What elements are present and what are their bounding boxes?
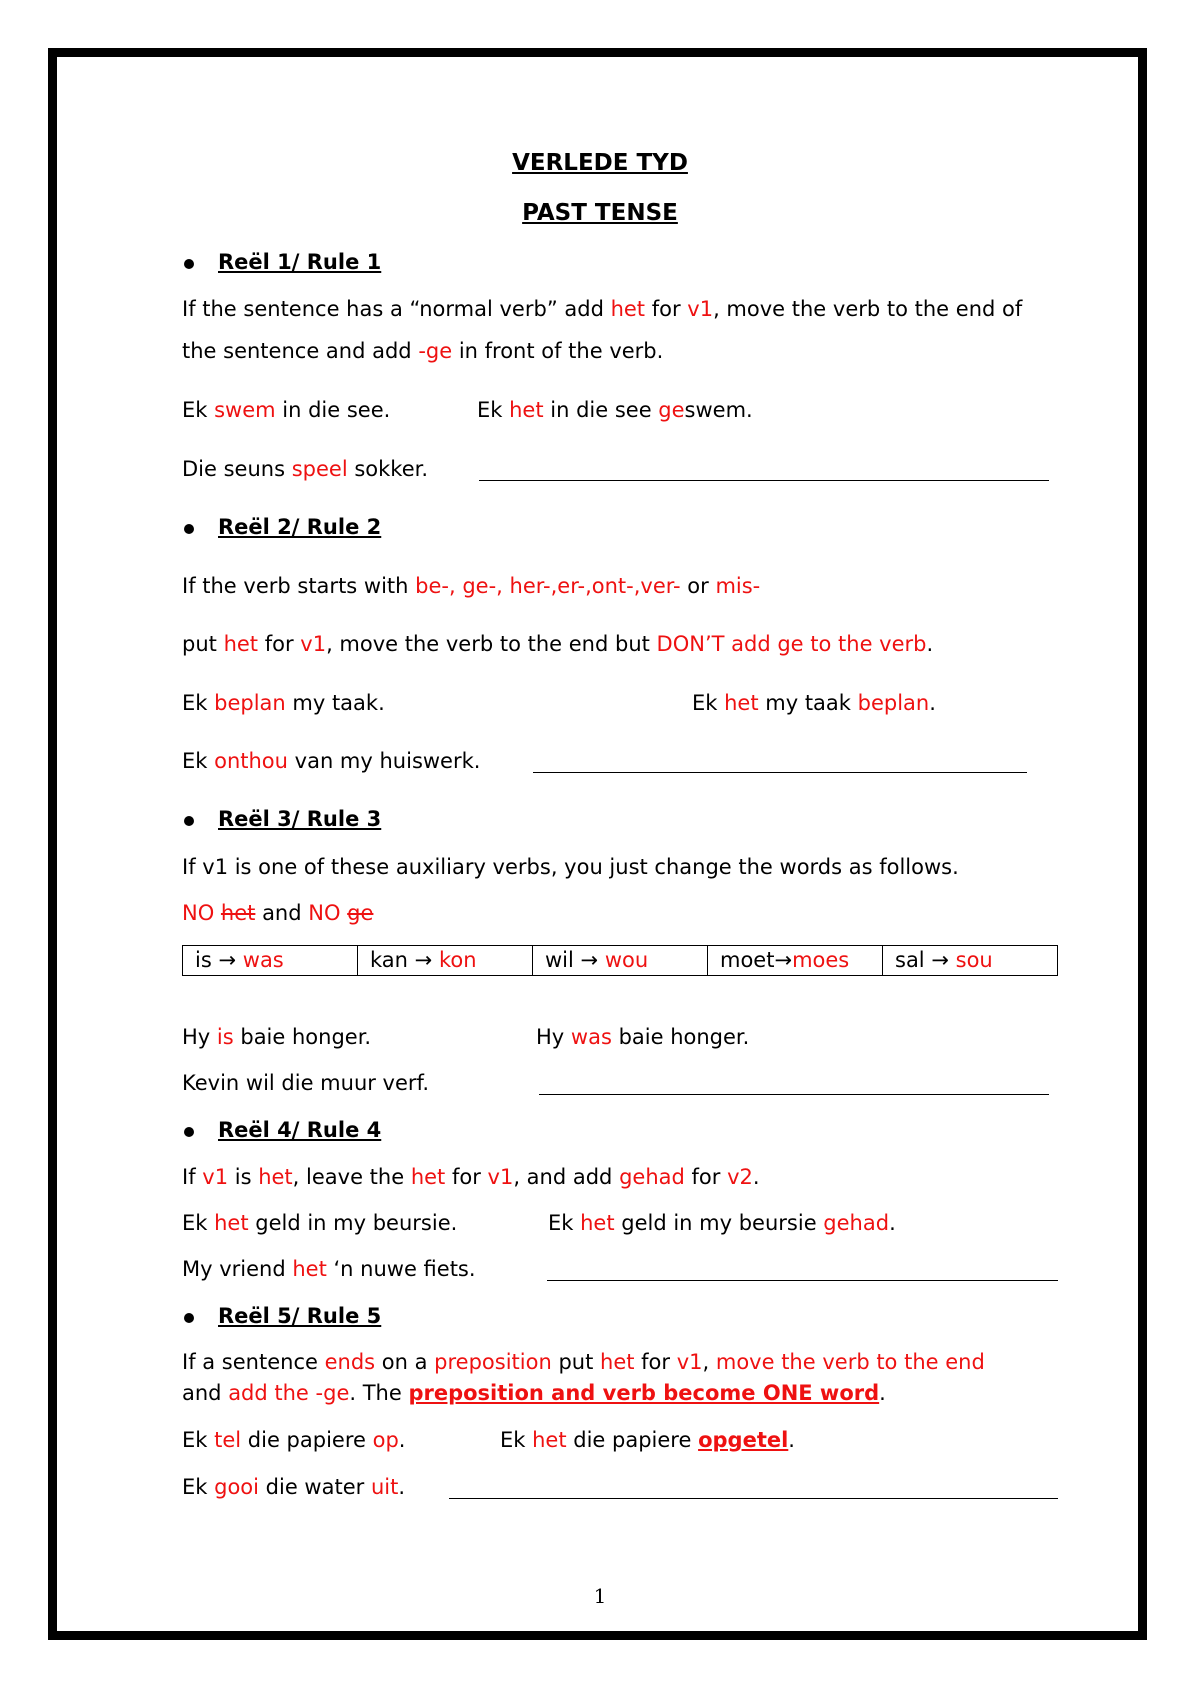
arrow-right-icon: → <box>414 948 433 972</box>
table-cell: moet→moes <box>708 946 883 976</box>
rule-3-description-line-1: If v1 is one of these auxiliary verbs, you just change the words as follows. <box>182 855 959 879</box>
arrow-right-icon: → <box>218 948 237 972</box>
table-cell: is → was <box>183 946 358 976</box>
bullet-icon <box>184 1127 194 1137</box>
rule-3-example-past: Hy was baie honger. <box>536 1025 750 1049</box>
arrow-right-icon: → <box>580 948 599 972</box>
page-title: VERLEDE TYD <box>512 150 688 176</box>
rule-4-answer-line[interactable] <box>547 1280 1058 1281</box>
rule-3-exercise-sentence: Kevin wil die muur verf. <box>182 1071 430 1095</box>
rule-4-example-present: Ek het geld in my beursie. <box>182 1211 458 1235</box>
rule-2-example-past: Ek het my taak beplan. <box>692 691 936 715</box>
rule-4-example-past: Ek het geld in my beursie gehad. <box>548 1211 896 1235</box>
page-number: 1 <box>593 1584 607 1608</box>
table-row <box>183 946 1058 976</box>
rule-2-description-line-2: put het for v1, move the verb to the end but DON’T add ge to the verb. <box>182 632 934 656</box>
bullet-icon <box>184 524 194 534</box>
rule-5-example-present: Ek tel die papiere op. <box>182 1428 406 1452</box>
arrow-right-icon: → <box>774 948 793 972</box>
rule-2-heading: Reël 2/ Rule 2 <box>218 515 382 539</box>
rule-3-description-line-2: NO het and NO ge <box>182 901 374 925</box>
rule-1-answer-line[interactable] <box>479 480 1049 481</box>
rule-2-example-present: Ek beplan my taak. <box>182 691 385 715</box>
auxiliary-verbs-table <box>182 945 1058 976</box>
page-subtitle: PAST TENSE <box>522 200 678 226</box>
rule-1-example-present: Ek swem in die see. <box>182 398 391 422</box>
rule-1-description-line-2: the sentence and add -ge in front of the verb. <box>182 339 664 363</box>
bullet-icon <box>184 816 194 826</box>
rule-1-heading: Reël 1/ Rule 1 <box>218 250 382 274</box>
rule-3-answer-line[interactable] <box>539 1094 1049 1095</box>
rule-1-exercise-sentence: Die seuns speel sokker. <box>182 457 428 481</box>
rule-4-description-line-1: If v1 is het, leave the het for v1, and add gehad for v2. <box>182 1165 760 1189</box>
rule-4-heading: Reël 4/ Rule 4 <box>218 1118 382 1142</box>
rule-2-exercise-sentence: Ek onthou van my huiswerk. <box>182 749 481 773</box>
table-cell: sal → sou <box>883 946 1058 976</box>
rule-5-description-line-2: and add the -ge. The preposition and verb become ONE word. <box>182 1381 886 1405</box>
rule-1-description-line-1: If the sentence has a “normal verb” add het for v1, move the verb to the end of <box>182 297 1023 321</box>
rule-5-example-past: Ek het die papiere opgetel. <box>500 1428 795 1452</box>
rule-1-example-past: Ek het in die see geswem. <box>477 398 753 422</box>
bullet-icon <box>184 1313 194 1323</box>
rule-2-answer-line[interactable] <box>533 772 1027 773</box>
table-cell: kan → kon <box>358 946 533 976</box>
table-cell: wil → wou <box>533 946 708 976</box>
rule-4-exercise-sentence: My vriend het ‘n nuwe fiets. <box>182 1257 476 1281</box>
rule-5-answer-line[interactable] <box>449 1498 1058 1499</box>
rule-3-example-present: Hy is baie honger. <box>182 1025 372 1049</box>
rule-2-description-line-1: If the verb starts with be-, ge-, her-,er-,ont-,ver- or mis- <box>182 574 761 598</box>
rule-3-heading: Reël 3/ Rule 3 <box>218 807 382 831</box>
rule-5-heading: Reël 5/ Rule 5 <box>218 1304 382 1328</box>
rule-5-description-line-1: If a sentence ends on a preposition put het for v1, move the verb to the end <box>182 1350 985 1374</box>
bullet-icon <box>184 259 194 269</box>
rule-5-exercise-sentence: Ek gooi die water uit. <box>182 1475 406 1499</box>
arrow-right-icon: → <box>931 948 949 972</box>
